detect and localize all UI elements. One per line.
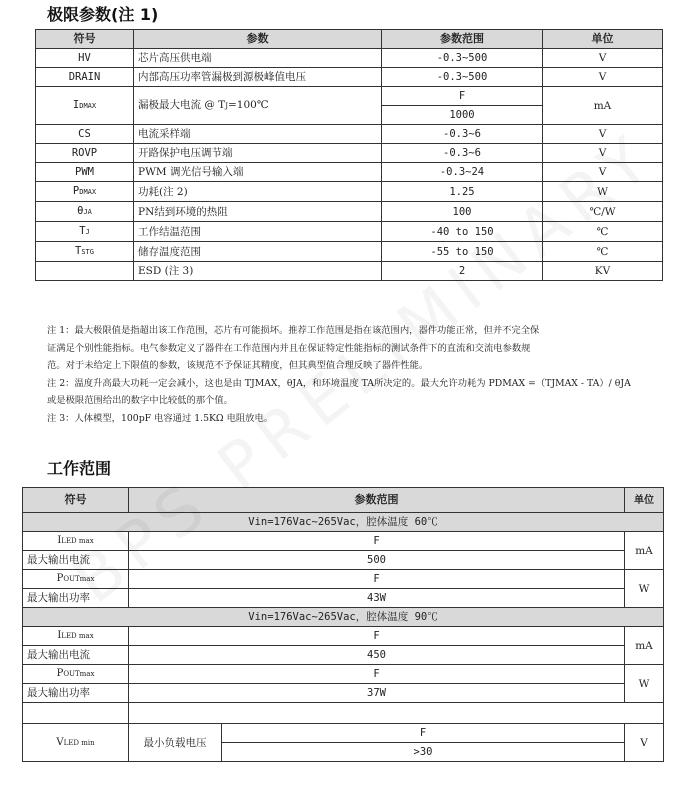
table-row: ILED max F mA [23, 627, 664, 646]
section-title-operating-range: 工作范围 [47, 459, 112, 478]
condition-band: Vin=176Vac~265Vac，腔体温度 60℃ [23, 513, 664, 532]
table-row: θJA PN结到环境的热阻 100 ℃/W [36, 202, 663, 222]
col-header-symbol: 符号 [36, 30, 134, 49]
table-row: CS 电流采样端 -0.3~6 V [36, 125, 663, 144]
note-line: 注 1：最大极限值是指超出该工作范围，芯片有可能损坏。推荐工作范围是指在该范围内，器件功能正常，但并不完全保 [47, 325, 540, 336]
note-line: 范。对于未给定上下限值的参数，该规范不予保证其精度，但其典型值合理反映了器件性能。 [47, 360, 429, 371]
notes-block [47, 322, 657, 427]
table-row: ESD (注 3) 2 KV [36, 262, 663, 281]
table-row: PWM PWM 调光信号输入端 -0.3~24 V [36, 163, 663, 182]
table-row: 最大输出电流 500 [23, 551, 664, 570]
col-header-param: 参数 [134, 30, 382, 49]
col-header-unit: 单位 [625, 488, 664, 513]
table-row: POUTmax F W [23, 665, 664, 684]
abs-max-table [35, 29, 663, 281]
table-row: TJ 工作结温范围 -40 to 150 ℃ [36, 222, 663, 242]
table-row: DRAIN 内部高压功率管漏极到源极峰值电压 -0.3~500 V [36, 68, 663, 87]
table-row: PDMAX 功耗(注 2) 1.25 W [36, 182, 663, 202]
note-line: 注 2：温度升高最大功耗一定会减小，这也是由 TJMAX，θJA，和环境温度 TA所决定的。最大允许功耗为 PDMAX =（TJMAX - TA）/ θJA [47, 377, 631, 389]
note-line: 注 3：人体模型，100pF 电容通过 1.5KΩ 电阻放电。 [47, 412, 274, 424]
section-title-abs-max: 极限参数(注 1) [47, 5, 159, 24]
table-row: 最大输出电流 450 [23, 646, 664, 665]
note-line: 证满足个别性能指标。电气参数定义了器件在工作范围内并且在保证特定性能指标的测试条件下的直流和交流电参数规 [47, 342, 531, 354]
col-header-symbol: 符号 [23, 488, 129, 513]
table-row: VLED min 最小负载电压 F V [23, 724, 664, 743]
empty-row [23, 703, 664, 724]
table-row: IDMAX 漏极最大电流 @ TJ=100℃ F mA [36, 87, 663, 106]
table-row: 1000 [36, 106, 663, 125]
condition-band: Vin=176Vac~265Vac，腔体温度 90℃ [23, 608, 664, 627]
table-row: ILED max F mA [23, 532, 664, 551]
table-row: >30 [23, 743, 664, 762]
col-header-range: 参数范围 [382, 30, 543, 49]
table-row: ROVP 开路保护电压调节端 -0.3~6 V [36, 144, 663, 163]
table-row: 最大输出功率 43W [23, 589, 664, 608]
table-row: TSTG 储存温度范围 -55 to 150 ℃ [36, 242, 663, 262]
table-row: HV 芯片高压供电端 -0.3~500 V [36, 49, 663, 68]
note-line: 或是极限范围给出的数字中比较低的那个值。 [47, 395, 233, 406]
col-header-range: 参数范围 [129, 488, 625, 513]
col-header-unit: 单位 [543, 30, 663, 49]
table-row: POUTmax F W [23, 570, 664, 589]
table-row: 最大输出功率 37W [23, 684, 664, 703]
operating-range-table [22, 487, 664, 762]
